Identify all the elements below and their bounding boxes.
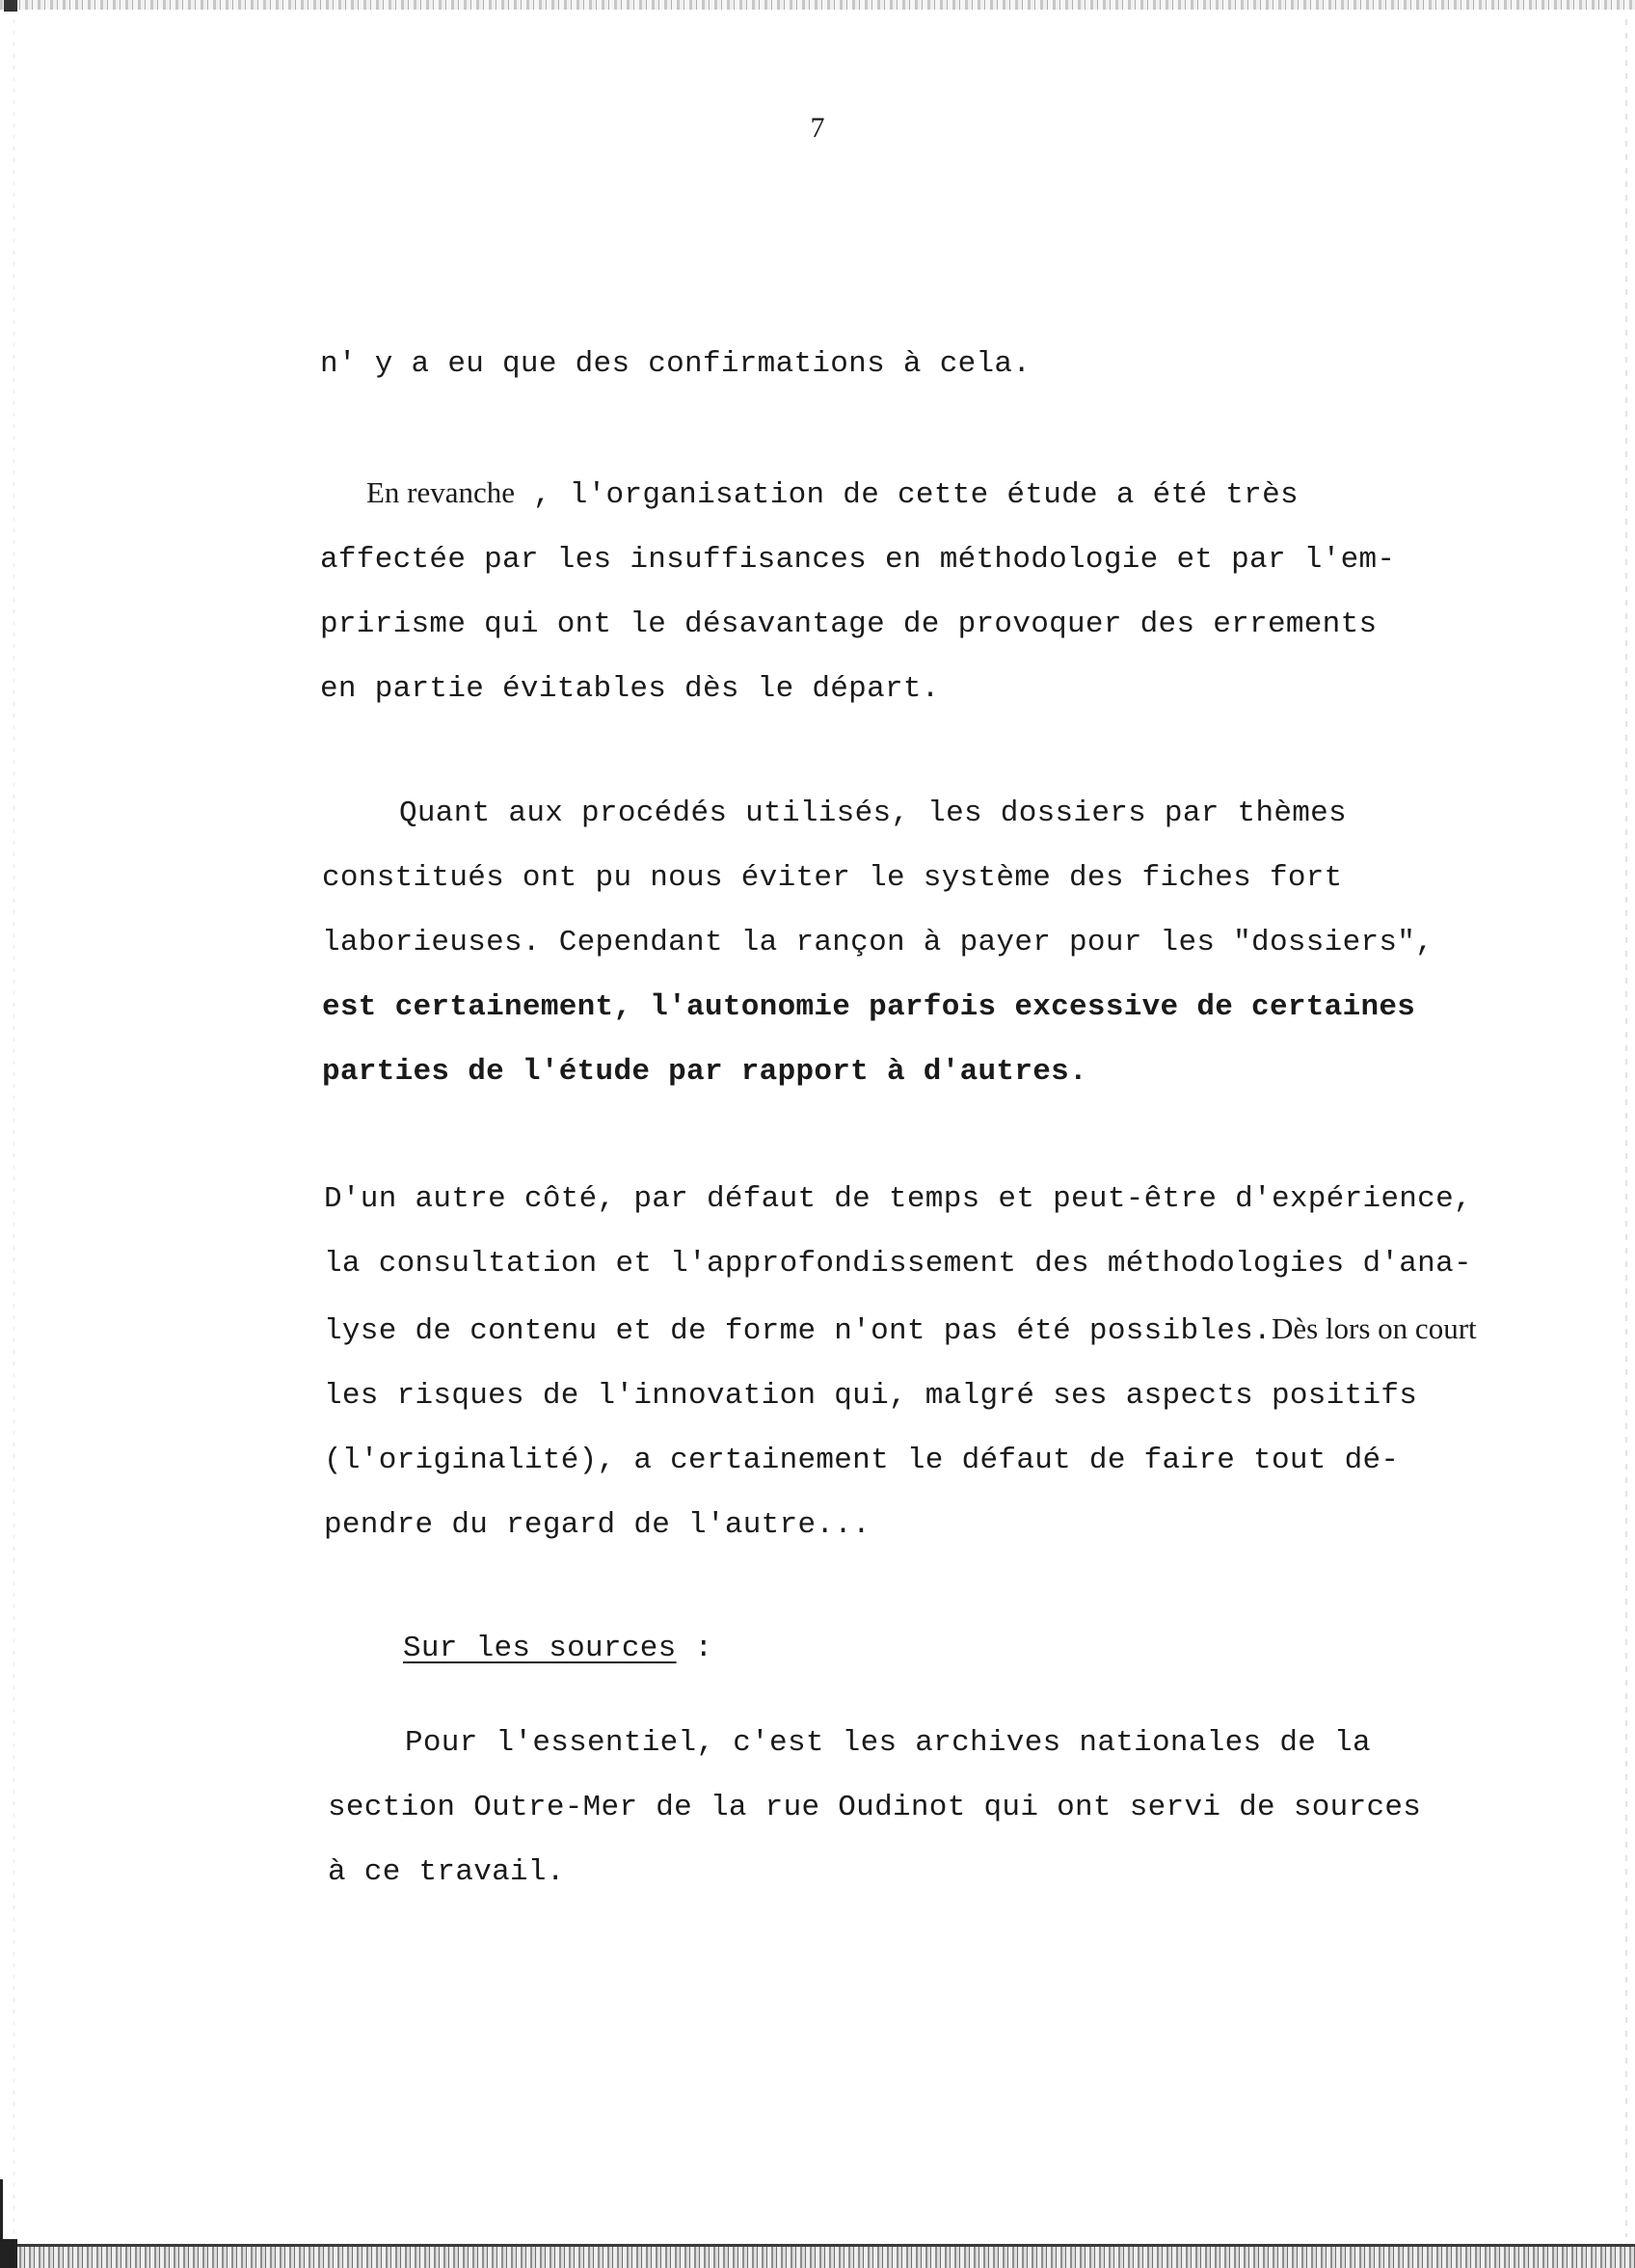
text-line: les risques de l'innovation qui, malgré ses aspects positifs — [324, 1379, 1418, 1413]
section-sources — [328, 1616, 712, 1681]
scan-left-mark — [0, 2179, 3, 2268]
text-line: en partie évitables dès le départ. — [320, 672, 940, 706]
text-line: n' y a eu que des confirmations à cela. — [320, 347, 1032, 381]
text-line: parties de l'étude par rapport à d'autres. — [322, 1055, 1087, 1089]
text-run: , l'organisation de cette étude a été très — [515, 478, 1299, 512]
paragraph-procedures — [322, 781, 1434, 1104]
text-line: à ce travail. — [328, 1855, 565, 1889]
scan-top-mark — [4, 0, 17, 12]
scan-top-border — [0, 0, 1635, 10]
text-line: (l'originalité), a certainement le défaut de faire tout dé- — [324, 1444, 1400, 1477]
text-line: Pour l'essentiel, c'est les archives nationales de la — [405, 1726, 1371, 1760]
text-line — [324, 1296, 1477, 1364]
paragraph-methodology — [320, 460, 1395, 721]
section-heading — [328, 1616, 712, 1681]
text-line — [320, 460, 1395, 527]
text-line: section Outre-Mer de la rue Oudinot qui ont servi de sources — [328, 1791, 1422, 1824]
text-line: pendre du regard de l'autre... — [324, 1508, 871, 1542]
lead-word: En revanche — [366, 475, 516, 509]
text-line: laborieuses. Cependant la rançon à payer pour les "dossiers", — [322, 926, 1434, 959]
text-line: D'un autre côté, par défaut de temps et peut-être d'expérience, — [324, 1182, 1472, 1216]
text-line: affectée par les insuffisances en méthodologie et par l'em- — [320, 543, 1396, 577]
text-run: lyse de contenu et de forme n'ont pas été possibles. — [324, 1314, 1272, 1348]
text-line: constitués ont pu nous éviter le système des fiches fort — [322, 861, 1343, 895]
page-number: 7 — [810, 112, 825, 144]
scan-bottom-border — [0, 2247, 1635, 2268]
heading-colon: : — [676, 1632, 713, 1665]
heading-text: Sur les sources — [403, 1632, 677, 1665]
paragraph-continuation — [320, 332, 1031, 396]
text-line: est certainement, l'autonomie parfois excessive de certaines — [322, 990, 1416, 1024]
scan-bottom-mark — [2, 2239, 17, 2268]
text-line: la consultation et l'approfondissement des méthodologies d'ana- — [324, 1247, 1472, 1281]
scan-left-edge — [13, 19, 14, 2237]
text-line: pririsme qui ont le désavantage de provoquer des errements — [320, 608, 1378, 641]
paragraph-experience — [324, 1167, 1477, 1557]
text-line: Quant aux procédés utilisés, les dossiers par thèmes — [399, 796, 1347, 830]
scan-right-edge — [1625, 19, 1627, 2237]
handwritten-insert: Dès lors on court — [1271, 1311, 1477, 1345]
paragraph-sources — [328, 1711, 1421, 1904]
